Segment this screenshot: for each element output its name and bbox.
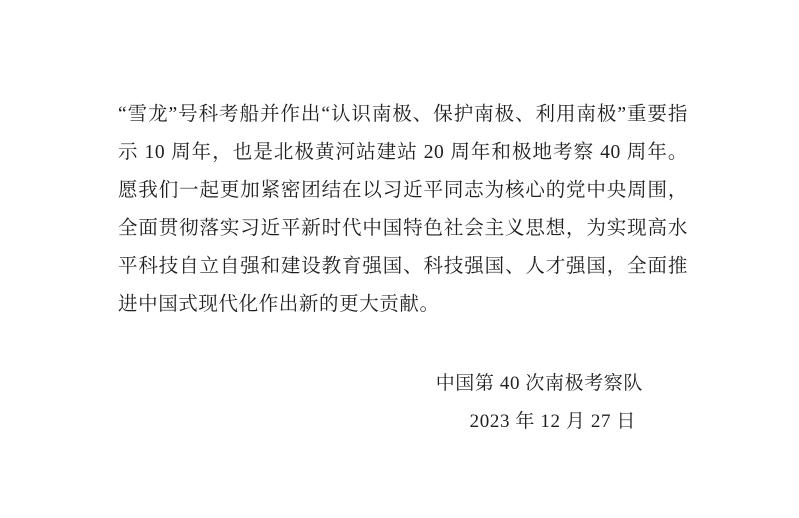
body-paragraph: “雪龙”号科考船并作出“认识南极、保护南极、利用南极”重要指示 10 周年，也是北极黄河站建站 20 周年和极地考察 40 周年。愿我们一起更加紧密团结在以习近平同志为核心的党中央周围，全面贯彻落实习近平新时代中国特色社会主义思想，为实现高水平科技自立自强和建设教育强国、科技强国、人才强国，全面推进中国式现代化作出新的更大贡献。 <box>118 104 688 315</box>
signature-date: 2023 年 12 月 27 日 <box>469 411 636 432</box>
letter-body <box>118 96 688 324</box>
signature-block <box>118 365 688 441</box>
signature-name: 中国第 40 次南极考察队 <box>435 373 643 394</box>
